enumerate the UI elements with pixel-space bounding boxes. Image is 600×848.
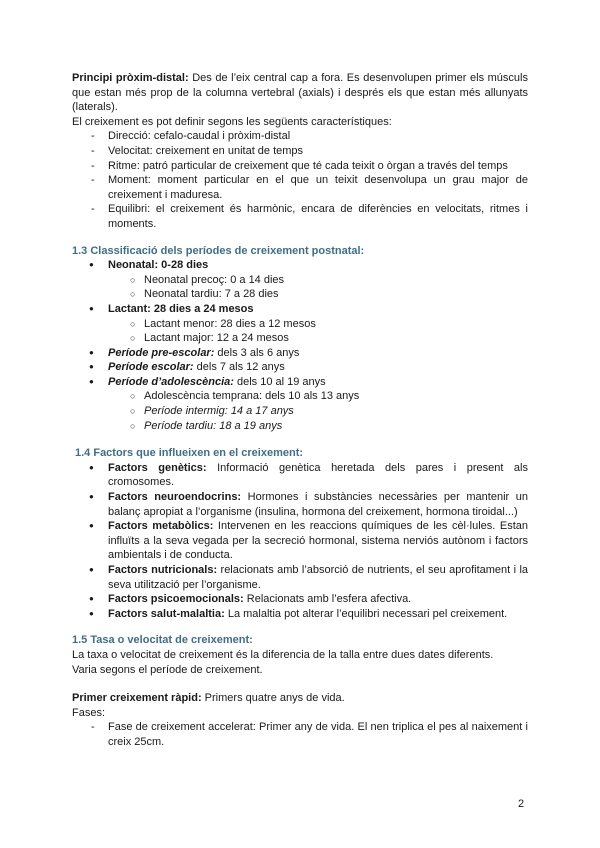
list-item: - Ritme: patró particular de creixement que té cada teixit o òrgan a través del temps [72, 159, 528, 174]
section15-line1: La taxa o velocitat de creixement és la diferencia de la talla entre dues dates diferents. [72, 648, 494, 661]
list-item [72, 563, 528, 592]
list-item [72, 607, 528, 622]
preescolar-label: Període pre-escolar: [108, 346, 215, 359]
list-item [72, 360, 528, 375]
list-item: - Moment: moment particular en el que un teixit desenvolupa un grau major de creixement i maduresa. [72, 173, 528, 202]
list-item [72, 258, 528, 302]
list-item: ○ Lactant major: 12 a 24 mesos [72, 331, 528, 346]
page-number: 2 [518, 798, 525, 810]
lactant-label: Lactant: 28 dies a 24 mesos [108, 302, 254, 315]
section-heading-1-4: 1.4 Factors que influeixen en el creixement: [75, 447, 304, 460]
primer-paragraph [72, 691, 528, 706]
characteristics-list [72, 129, 528, 231]
list-item: - Direcció: cefalo-caudal i pròxim-distal [72, 129, 528, 144]
list-item: - Equilibri: el creixement és harmònic, encara de diferències en velocitats, ritmes i moments. [72, 202, 528, 231]
section-heading-1-3: 1.3 Classificació dels períodes de creixement postnatal: [72, 244, 365, 257]
characteristics-intro: El creixement es pot definir segons les següents característiques: [72, 115, 392, 128]
escolar-text: dels 7 als 12 anys [193, 361, 285, 374]
factor-label: Factors metabòlics: [108, 520, 214, 533]
principi-paragraph [72, 71, 528, 115]
list-item [72, 461, 528, 490]
section-heading-1-5: 1.5 Tasa o velocitat de creixement: [72, 634, 253, 647]
factor-text: Intervenen en les reaccions químiques de les cèl·lules. Estan influïts a la seva vegada per la secreció hormonal, sistema nerviós autònom i factors ambientals i de conducta. [108, 520, 528, 562]
adolescencia-sublist [72, 389, 528, 433]
neonatal-label: Neonatal: 0-28 dies [108, 259, 209, 272]
list-item [72, 592, 528, 607]
list-item: ○ Adolescència temprana: dels 10 als 13 anys [72, 389, 528, 404]
neonatal-sublist [72, 273, 528, 302]
factor-label: Factors nutricionals: [108, 564, 218, 576]
list-item [72, 346, 528, 361]
factor-text: Relacionats amb l’esfera afectiva. [243, 593, 412, 606]
factor-text: Informació genètica heretada dels pares i present als cromosomes. [108, 461, 528, 489]
adolescencia-text: dels 10 al 19 anys [233, 375, 326, 388]
adolescencia-label: Període d’adolescència: [108, 375, 234, 388]
factor-text: La malaltia pot alterar l’equilibri necessari pel creixement. [224, 607, 508, 620]
list-item: - Fase de creixement accelerat: Primer any de vida. El nen triplica el pes al naixement i creix 25cm. [72, 720, 528, 749]
primer-label: Primer creixement ràpid: [72, 692, 202, 705]
escolar-label: Període escolar: [108, 361, 194, 374]
list-item [72, 519, 528, 563]
list-item: ○ Neonatal precoç: 0 a 14 dies [72, 273, 528, 288]
primer-text: Primers quatre anys de vida. [201, 692, 345, 705]
preescolar-text: dels 3 als 6 anys [214, 346, 300, 359]
factor-text: Hormones i substàncies necessàries per mantenir un balanç apropiat a l’organisme (insulina, hormona del creixement, hormona tiroidal...) [108, 491, 528, 518]
factor-label: Factors salut-malaltia: [108, 607, 225, 620]
list-item: ○ Lactant menor: 28 dies a 12 mesos [72, 317, 528, 332]
section15-line2: Varia segons el període de creixement. [72, 663, 263, 676]
fases-list [72, 720, 528, 749]
factor-label: Factors psicoemocionals: [108, 593, 244, 606]
principi-label: Principi pròxim-distal: [72, 72, 189, 84]
list-item [72, 375, 528, 433]
factor-label: Factors genètics: [108, 461, 207, 474]
lactant-sublist [72, 317, 528, 346]
list-item [72, 302, 528, 346]
document-page [72, 71, 528, 750]
factors-list [72, 461, 528, 622]
list-item: ○ Període tardiu: 18 a 19 anys [72, 419, 528, 434]
list-item: ○ Període intermig: 14 a 17 anys [72, 404, 528, 419]
fases-label: Fases: [72, 706, 106, 719]
list-item: - Velocitat: creixement en unitat de temps [72, 144, 528, 159]
list-item [72, 490, 528, 519]
factor-label: Factors neuroendocrins: [108, 491, 242, 504]
principi-text: Des de l’eix central cap a fora. Es desenvolupen primer els músculs que estan més prop de la columna vertebral (axials) i després els que estan més allunyats (laterals). [72, 72, 528, 114]
periods-list [72, 258, 528, 433]
factor-text: relacionats amb l’absorció de nutrients, el seu aprofitament i la seva utilització per l’organisme. [108, 564, 528, 591]
list-item: ○ Neonatal tardiu: 7 a 28 dies [72, 287, 528, 302]
